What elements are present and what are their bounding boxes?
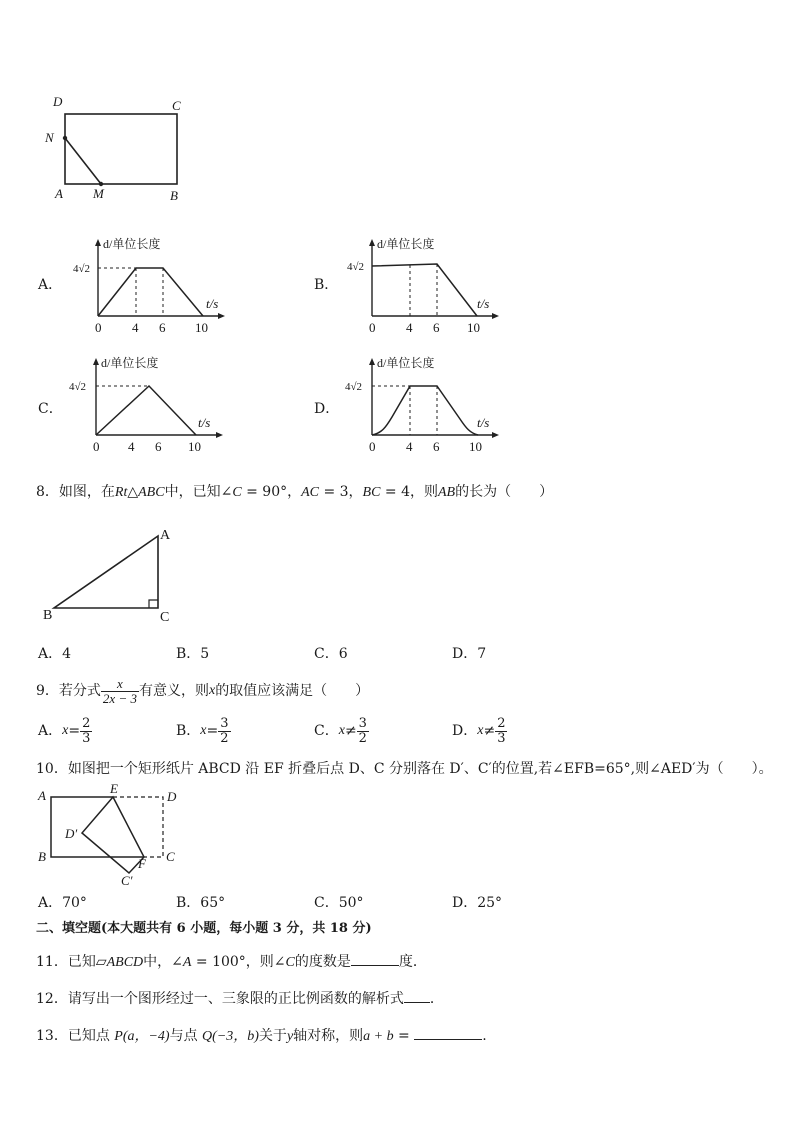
q9-option-b xyxy=(176,712,231,750)
option-letter: A． xyxy=(38,723,63,739)
q13-point-p: P(a，−4) xyxy=(114,1029,170,1044)
answer-blank[interactable] xyxy=(404,990,430,1003)
q13-text: 轴对称，则 xyxy=(293,1028,364,1044)
q9-frac-den: 2x − 3 xyxy=(102,690,137,706)
option-rel: = xyxy=(206,723,219,739)
q8-option-d: D．7 xyxy=(452,646,487,662)
answer-blank[interactable] xyxy=(414,1027,482,1040)
frac-den: 2 xyxy=(358,730,367,746)
q10-stem: 10．如图把一个矩形纸片 ABCD 沿 EF 折叠后点 D、C 分别落在 D′、C′的位置,若∠EFB=65°,则∠AED′为（ ）。 xyxy=(36,761,773,777)
option-rel: ≠ xyxy=(344,723,357,739)
option-fraction xyxy=(218,717,230,745)
option-lhs: x xyxy=(477,723,484,738)
q9-stem xyxy=(36,673,369,709)
q8-var: BC xyxy=(362,485,381,500)
y-tick-label: 4√2 xyxy=(69,381,87,393)
label-B: B xyxy=(38,849,46,864)
y-tick-label: 4√2 xyxy=(347,261,365,273)
y-axis-label: d/单位长度 xyxy=(377,356,435,370)
q12 xyxy=(36,990,444,1006)
option-letter: D． xyxy=(452,723,478,739)
label-C-prime: C′ xyxy=(121,873,133,888)
y-tick-label: 4√2 xyxy=(345,381,363,393)
q9-option-d xyxy=(452,712,507,750)
frac-num: 2 xyxy=(82,715,91,731)
q9-frac-num: x xyxy=(101,677,139,692)
y-axis-label: d/单位长度 xyxy=(377,237,435,251)
q13-point-q: Q(−3，b) xyxy=(202,1029,259,1044)
q10-option-d: D．25° xyxy=(452,895,503,911)
q8-triangle-name: Rt△ABC xyxy=(114,485,165,500)
q13-text: 关于 xyxy=(258,1028,287,1044)
q13-text: 与点 xyxy=(169,1028,203,1044)
x-tick-0: 0 xyxy=(95,320,102,335)
label-D: D xyxy=(167,789,177,804)
x-tick-10: 10 xyxy=(195,320,208,335)
t-axis-label: t/s xyxy=(206,296,219,311)
label-B: B xyxy=(43,608,53,623)
answer-blank[interactable] xyxy=(351,953,399,966)
q8-text: = 90°， xyxy=(241,484,302,500)
option-b-letter: B． xyxy=(314,277,339,293)
y-axis-label: d/单位长度 xyxy=(101,356,159,370)
label-C: C xyxy=(172,98,181,113)
triangle-figure xyxy=(40,524,190,624)
option-letter: B． xyxy=(176,723,201,739)
y-tick-label: 4√2 xyxy=(73,263,91,275)
q8-option-b: B．5 xyxy=(176,646,210,662)
q9-option-c xyxy=(314,712,369,750)
x-tick-10: 10 xyxy=(469,439,482,454)
q10-option-c: C．50° xyxy=(314,895,364,911)
label-A: A xyxy=(55,186,63,201)
q8-option-a: A．4 xyxy=(38,646,72,662)
q8-text: = 4，则 xyxy=(380,484,438,500)
q13-text: 13．已知点 xyxy=(36,1028,115,1044)
label-F: F xyxy=(138,856,146,871)
q9-option-a xyxy=(38,712,92,750)
option-letter: C． xyxy=(314,723,339,739)
q9-fraction xyxy=(101,677,139,705)
graph-option-b xyxy=(342,236,512,338)
x-tick-4: 4 xyxy=(132,320,139,335)
q12-text: ． xyxy=(429,991,444,1007)
option-rel: = xyxy=(68,723,81,739)
frac-num: 2 xyxy=(497,715,506,731)
y-axis-label: d/单位长度 xyxy=(103,237,161,251)
section-heading: 二、填空题(本大题共有 6 小题，每小题 3 分，共 18 分) xyxy=(36,921,372,936)
q13-expr: a + b xyxy=(363,1029,394,1044)
q8-var: AB xyxy=(437,485,456,500)
label-C: C xyxy=(160,610,170,624)
option-a-letter: A． xyxy=(38,277,63,293)
option-fraction xyxy=(357,717,369,745)
q10-option-b: B．65° xyxy=(176,895,226,911)
label-C: C xyxy=(166,849,175,864)
q13-var: y xyxy=(286,1029,294,1044)
option-rel: ≠ xyxy=(483,723,496,739)
rectangle-figure xyxy=(40,92,190,207)
q13 xyxy=(36,1027,487,1044)
q11-text: 的度数是 xyxy=(294,954,351,970)
x-tick-6: 6 xyxy=(159,320,166,335)
option-c-letter: C． xyxy=(38,401,63,417)
label-D-prime: D′ xyxy=(65,826,78,841)
q11-var: A xyxy=(182,955,192,970)
q8-var: AC xyxy=(301,485,319,500)
option-fraction xyxy=(495,717,507,745)
t-axis-label: t/s xyxy=(477,296,490,311)
x-tick-4: 4 xyxy=(406,439,413,454)
q9-text: 的取值应该满足（ ） xyxy=(215,683,370,699)
frac-num: 3 xyxy=(358,715,367,731)
frac-den: 3 xyxy=(497,730,506,746)
q9-text: 有意义，则 xyxy=(138,683,209,699)
label-A: A xyxy=(38,788,46,803)
label-A: A xyxy=(160,528,171,543)
label-M: M xyxy=(93,186,104,201)
q9-text: 9．若分式 xyxy=(36,683,101,699)
graph-option-d xyxy=(342,355,512,457)
option-d-letter: D． xyxy=(314,401,340,417)
q13-text: = xyxy=(393,1028,415,1044)
graph-option-a xyxy=(68,236,238,338)
q11-var: ABCD xyxy=(106,955,144,970)
q11-text: 度． xyxy=(398,954,427,970)
frac-den: 3 xyxy=(82,730,91,746)
x-tick-4: 4 xyxy=(406,320,413,335)
q10-option-a: A．70° xyxy=(38,895,87,911)
q8-var: C xyxy=(232,485,242,500)
q8-text: 8．如图，在 xyxy=(36,484,115,500)
label-D: D xyxy=(53,94,63,109)
q13-text: . xyxy=(482,1028,487,1044)
x-tick-6: 6 xyxy=(433,439,440,454)
x-tick-0: 0 xyxy=(369,320,376,335)
t-axis-label: t/s xyxy=(477,415,490,430)
x-tick-10: 10 xyxy=(467,320,480,335)
option-lhs: x xyxy=(338,723,345,738)
t-axis-label: t/s xyxy=(198,415,211,430)
folded-rectangle-figure xyxy=(34,780,194,890)
graph-option-c xyxy=(66,355,236,457)
q8-text: = 3， xyxy=(319,484,363,500)
label-B: B xyxy=(170,188,178,203)
x-tick-4: 4 xyxy=(128,439,135,454)
x-tick-6: 6 xyxy=(155,439,162,454)
x-tick-10: 10 xyxy=(188,439,201,454)
q8-option-c: C．6 xyxy=(314,646,348,662)
q8-text: 的长为（ ） xyxy=(455,484,554,500)
q8-stem xyxy=(36,485,553,500)
frac-den: 2 xyxy=(220,730,229,746)
x-tick-0: 0 xyxy=(93,439,100,454)
q11 xyxy=(36,953,427,970)
label-E: E xyxy=(110,781,118,796)
q11-var: C xyxy=(285,955,295,970)
q11-text: 11．已知▱ xyxy=(36,954,107,970)
q9-var: x xyxy=(208,683,216,698)
x-tick-0: 0 xyxy=(369,439,376,454)
option-fraction xyxy=(80,717,92,745)
q11-text: 中，∠ xyxy=(143,954,183,970)
q11-text: = 100°，则∠ xyxy=(191,954,286,970)
frac-num: 3 xyxy=(220,715,229,731)
q8-text: 中，已知∠ xyxy=(164,484,233,500)
label-N: N xyxy=(45,130,54,145)
option-lhs: x xyxy=(62,723,69,738)
option-lhs: x xyxy=(200,723,207,738)
q12-text: 12．请写出一个图形经过一、三象限的正比例函数的解析式 xyxy=(36,991,404,1007)
x-tick-6: 6 xyxy=(433,320,440,335)
